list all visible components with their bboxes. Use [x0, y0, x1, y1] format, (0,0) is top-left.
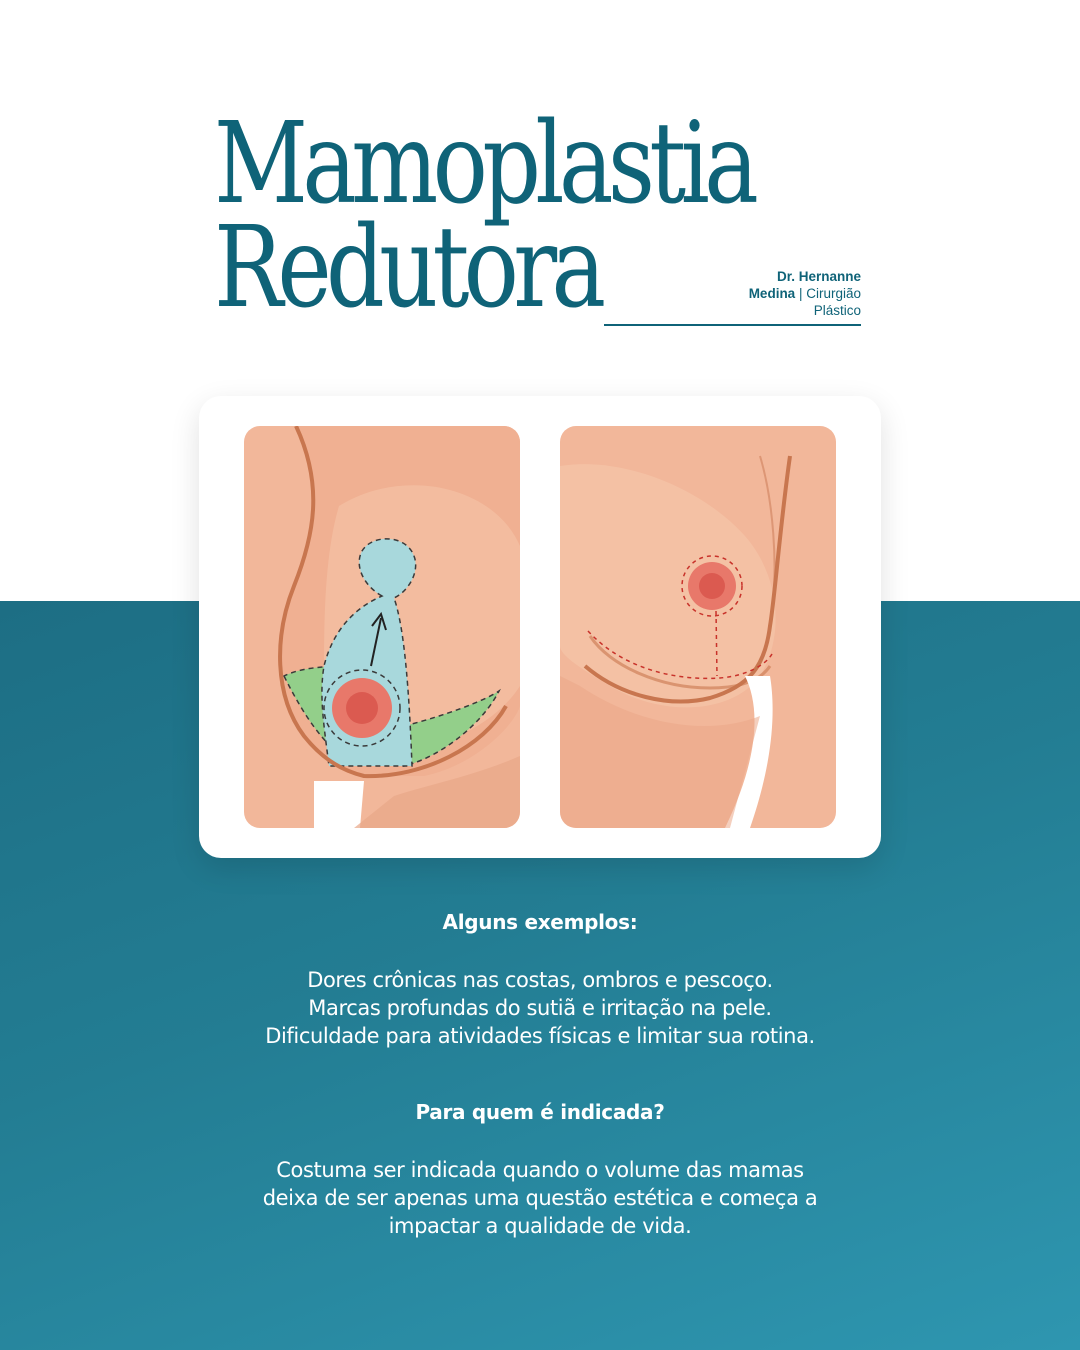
indication-section — [140, 1098, 940, 1126]
indication-line: deixa de ser apenas uma questão estética e começa a — [262, 1186, 818, 1210]
nipple — [346, 692, 378, 724]
examples-heading: Alguns exemplos: — [442, 910, 638, 934]
cleavage-gap — [314, 781, 364, 828]
title-divider — [604, 324, 861, 326]
author-role-part2: Plástico — [813, 303, 861, 318]
example-item: Marcas profundas do sutiã e irritação na pele. — [308, 996, 772, 1020]
title-line-2: Redutora — [214, 203, 601, 333]
examples-section — [140, 908, 940, 936]
byline-separator: | — [795, 286, 807, 301]
indication-text — [140, 1156, 940, 1240]
page-title — [214, 99, 754, 333]
author-byline — [700, 268, 861, 319]
indication-heading: Para quem é indicada? — [415, 1100, 665, 1124]
before-diagram-panel — [244, 426, 520, 828]
indication-line: impactar a qualidade de vida. — [388, 1214, 692, 1238]
illustration-card — [199, 396, 881, 858]
examples-list — [140, 966, 940, 1050]
after-reduction-illustration — [560, 426, 836, 828]
example-item: Dificuldade para atividades físicas e limitar sua rotina. — [265, 1024, 815, 1048]
indication-line: Costuma ser indicada quando o volume das mamas — [276, 1158, 804, 1182]
author-role-part1: Cirurgião — [806, 286, 861, 301]
after-diagram-panel — [560, 426, 836, 828]
author-name-part1: Dr. Hernanne — [776, 269, 861, 284]
example-item: Dores crônicas nas costas, ombros e pescoço. — [307, 968, 773, 992]
title-line-1: Mamoplastia — [214, 99, 754, 229]
nipple — [699, 573, 725, 599]
author-name-part2: Medina — [748, 286, 796, 301]
before-reduction-illustration — [244, 426, 520, 828]
